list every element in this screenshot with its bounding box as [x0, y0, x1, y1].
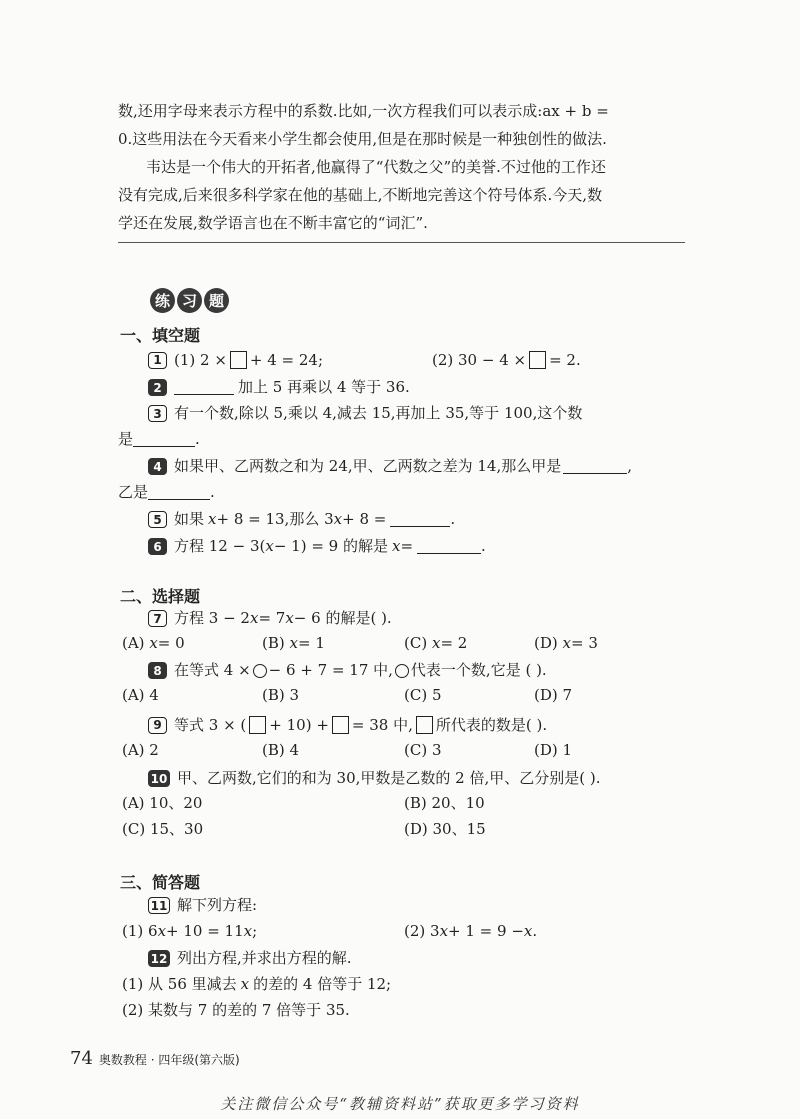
question-text: 方程 12 − 3(: [174, 537, 266, 555]
variable: x: [149, 634, 158, 652]
page-number: 74: [70, 1048, 93, 1069]
question-text: 等式 3 × (: [174, 715, 247, 734]
question-12: [148, 950, 352, 967]
question-number: 3: [148, 405, 167, 422]
question-3: [148, 405, 582, 422]
answer-blank: [133, 432, 195, 447]
watermark-text: 关注微信公众号“教辅资料站”获取更多学习资料: [220, 1095, 580, 1113]
question-6: [148, 538, 486, 555]
question-10: [148, 770, 600, 787]
question-text: + 4 = 24;: [249, 350, 324, 369]
choice-label: (B): [262, 634, 285, 652]
variable: x: [439, 922, 449, 940]
choice-d: [534, 636, 598, 651]
answer-blank: [417, 539, 481, 554]
section-heading: 三、简答题: [120, 873, 201, 892]
circle-placeholder: [253, 664, 267, 678]
choice-c: (C) 5: [404, 686, 442, 704]
question-12b: (2) 某数与 7 的差的 7 倍等于 35.: [122, 1001, 350, 1019]
question-text: + 10) +: [269, 715, 329, 734]
question-number: 12: [148, 950, 170, 967]
answer-box: [529, 351, 546, 369]
question-text: (1) 从 56 里减去: [122, 975, 237, 993]
question-text: 解下列方程:: [177, 896, 258, 914]
question-text: (2) 30 − 4 ×: [432, 350, 527, 369]
choice-text: = 2: [440, 634, 468, 652]
question-text: .: [481, 537, 486, 555]
question-number: 9: [148, 717, 167, 734]
answer-box: [249, 716, 266, 734]
variable: x: [431, 634, 441, 652]
question-number: 2: [148, 379, 167, 396]
choice-a: (A) 2: [122, 741, 159, 759]
variable: x: [249, 609, 259, 627]
question-11b: [404, 924, 537, 939]
title-char: 题: [204, 288, 229, 313]
question-text: = 38 中,: [351, 715, 413, 734]
choice-b: (B) 4: [262, 741, 300, 759]
question-text: 加上 5 再乘以 4 等于 36.: [238, 378, 410, 396]
choice-label: (A): [122, 634, 145, 652]
question-2: [148, 379, 410, 396]
question-4-cont: [118, 485, 215, 500]
question-text: − 6 的解是( ).: [293, 609, 392, 627]
choice-text: = 3: [570, 634, 598, 652]
question-text: ,: [627, 457, 633, 475]
question-text: − 1) = 9 的解是: [273, 537, 388, 555]
intro-line: 没有完成,后来很多科学家在他的基础上,不断地完善这个符号体系.今天,数: [118, 186, 603, 204]
variable: x: [289, 634, 298, 652]
choice-label: (D): [534, 634, 558, 652]
choice-text: = 1: [297, 634, 325, 652]
question-text: (1) 6: [122, 922, 158, 940]
choice-a: [122, 636, 185, 651]
choice-c: (C) 3: [404, 741, 442, 759]
question-text: + 8 =: [342, 510, 387, 528]
question-text: (2) 3: [404, 922, 440, 940]
variable: x: [243, 922, 253, 940]
variable: x: [157, 922, 167, 940]
book-title: 奥数教程 · 四年级(第六版): [98, 1053, 240, 1067]
question-text: 的差的 4 倍等于 12;: [253, 975, 392, 993]
question-text: 列出方程,并求出方程的解.: [177, 949, 352, 967]
question-12a: [122, 977, 391, 992]
choice-d: (D) 1: [534, 741, 573, 759]
variable: x: [562, 634, 571, 652]
question-text: .: [450, 510, 456, 528]
question-number: 5: [148, 511, 167, 528]
question-text: 是: [118, 430, 134, 448]
question-text: 如果: [174, 510, 205, 528]
variable: x: [208, 510, 217, 528]
question-text: 有一个数,除以 5,乘以 4,减去 15,再加上 35,等于 100,这个数: [174, 404, 583, 422]
intro-line: 学还在发展,数学语言也在不断丰富它的“词汇”.: [118, 214, 428, 232]
question-1: [148, 351, 323, 369]
answer-blank: [390, 512, 450, 527]
variable: x: [333, 510, 343, 528]
question-text: 在等式 4 ×: [174, 661, 251, 679]
intro-line: 0.这些用法在今天看来小学生都会使用,但是在那时候是一种独创性的做法.: [118, 130, 607, 148]
question-text: =: [400, 537, 414, 555]
question-number: 4: [148, 458, 167, 475]
question-text: .: [532, 922, 538, 940]
choice-d: (D) 30、15: [404, 820, 486, 838]
choice-label: (C): [404, 634, 428, 652]
variable: x: [285, 609, 294, 627]
variable: x: [523, 922, 533, 940]
choice-b: (B) 20、10: [404, 794, 485, 812]
circle-placeholder: [395, 664, 409, 678]
choice-a: (A) 4: [122, 686, 159, 704]
intro-line: 韦达是一个伟大的开拓者,他赢得了“代数之父”的美誉.不过他的工作还: [146, 158, 606, 176]
question-text: ;: [252, 922, 258, 940]
question-text: (1) 2 ×: [174, 350, 227, 369]
title-char: 习: [177, 288, 202, 313]
question-text: 方程 3 − 2: [174, 609, 250, 627]
answer-box: [230, 351, 247, 369]
question-number: 1: [148, 352, 167, 369]
choice-c: (C) 15、30: [122, 820, 204, 838]
question-text: .: [195, 430, 200, 448]
section-divider: [118, 242, 685, 243]
question-text: 如果甲、乙两数之和为 24,甲、乙两数之差为 14,那么甲是: [174, 457, 562, 475]
question-11: [148, 897, 257, 914]
question-text: 乙是: [118, 483, 149, 501]
variable: x: [240, 975, 250, 993]
answer-blank: [174, 380, 234, 395]
intro-line: 数,还用字母来表示方程中的系数.比如,一次方程我们可以表示成:ax + b =: [118, 102, 609, 120]
question-text: 所代表的数是( ).: [435, 715, 548, 734]
title-char: 练: [150, 288, 175, 313]
question-8: [148, 662, 547, 679]
choice-c: [404, 636, 467, 651]
question-number: 8: [148, 662, 167, 679]
section-heading: 二、选择题: [120, 587, 201, 606]
question-text: + 8 = 13,那么 3: [216, 510, 334, 528]
question-text: = 2.: [549, 350, 581, 369]
question-text: − 6 + 7 = 17 中,: [268, 661, 393, 679]
answer-box: [416, 716, 433, 734]
question-number: 10: [148, 770, 170, 787]
question-9: [148, 716, 547, 734]
question-3-cont: [118, 432, 200, 447]
choice-text: = 0: [157, 634, 185, 652]
question-number: 6: [148, 538, 167, 555]
question-text: .: [210, 483, 215, 501]
answer-blank: [563, 459, 627, 474]
question-text: = 7: [258, 609, 286, 627]
choice-b: [262, 636, 325, 651]
question-text: + 1 = 9 −: [448, 922, 524, 940]
answer-box: [332, 716, 349, 734]
question-4: [148, 458, 632, 475]
question-5: [148, 511, 455, 528]
question-text: + 10 = 11: [166, 922, 244, 940]
choice-d: (D) 7: [534, 686, 573, 704]
variable: x: [391, 537, 401, 555]
question-text: 甲、乙两数,它们的和为 30,甲数是乙数的 2 倍,甲、乙分别是( ).: [177, 769, 601, 787]
choice-b: (B) 3: [262, 686, 300, 704]
question-number: 7: [148, 610, 167, 627]
variable: x: [265, 537, 274, 555]
question-7: [148, 610, 392, 627]
question-1b: [432, 351, 581, 369]
section-heading: 一、填空题: [120, 326, 201, 345]
page-footer: [70, 1048, 240, 1069]
exercise-title: [150, 288, 229, 313]
choice-a: (A) 10、20: [122, 794, 203, 812]
question-text: 代表一个数,它是 ( ).: [410, 661, 547, 679]
answer-blank: [148, 485, 210, 500]
question-number: 11: [148, 897, 170, 914]
question-11a: [122, 924, 257, 939]
